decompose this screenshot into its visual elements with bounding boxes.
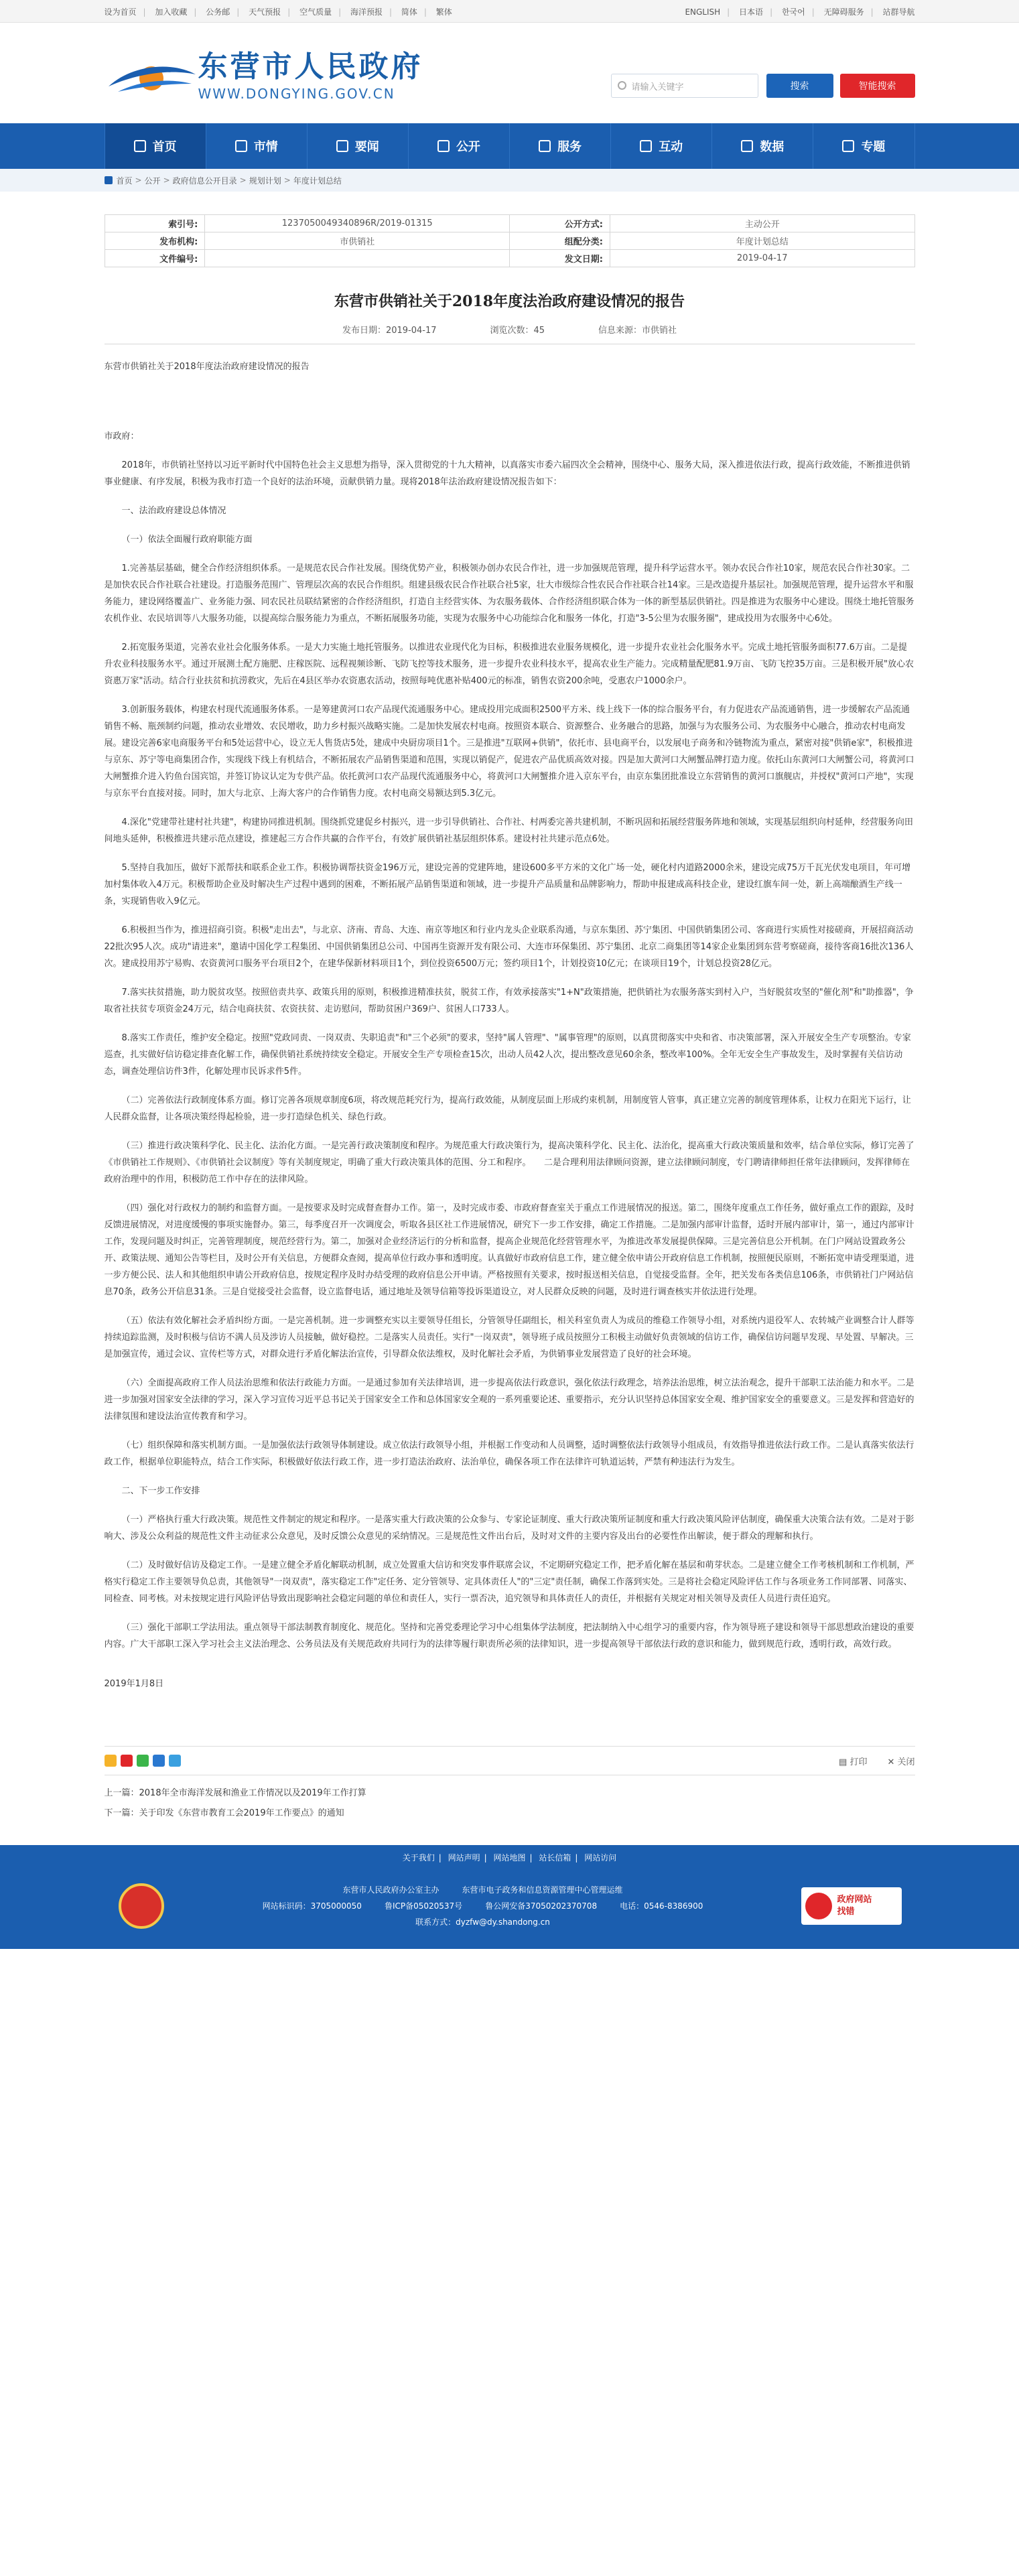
topbar-link-set-home[interactable]: 设为首页 — [104, 7, 137, 17]
close-button[interactable]: ✕ 关闭 — [887, 1757, 915, 1767]
index-label: 索引号: — [105, 215, 205, 232]
top-bar — [0, 0, 1019, 23]
main-nav — [0, 123, 1019, 169]
nav-item-data[interactable]: 数据 — [712, 123, 813, 169]
category-value: 年度计划总结 — [610, 232, 914, 250]
body-paragraph: （六）全面提高政府工作人员法治思维和依法行政能力方面。一是通过参加有关法律培训，进一步提高依法行政意识，强化依法行政理念，培养法治思维，树立法治观念，提升干部职工法治能力和水平。二是进一步加强对国家安全法律的学习，深入学习宣传习近平总书记关于国家安全工作和总体国家安全观的一系列重要论述、重要指示，充分认识坚持总体国家安全观、维护国家安全的重要意义。三是发挥和营造好的法律氛围和建设法治宣传教育和学习。 — [104, 1378, 914, 1422]
view-count: 浏览次数：45 — [490, 326, 545, 336]
topbar-link-korean[interactable]: 한국어 — [781, 7, 805, 17]
body-paragraph: （一）严格执行重大行政决策。规范性文件制定的规定和程序。一是落实重大行政决策的公众参与、专家论证制度、重大行政决策所证制度和重大行政决策风险评估制度，确保重大决策合法有效。二是对于影响大、涉及公众利益的规范性文件主动征求公众意见，及时反馈公众意见的采纳情况。三是规范性文件出台后，及时对文件的主要内容及出台的必要性作出解读，便于群众的理解和执行。 — [104, 1515, 914, 1542]
city-icon — [235, 140, 247, 152]
topbar-link-air[interactable]: 空气质量 — [299, 7, 332, 17]
breadcrumb-public[interactable]: 公开 — [144, 176, 161, 186]
topbar-link-mail[interactable]: 公务邮 — [206, 7, 230, 17]
prev-next — [105, 1783, 915, 1824]
topics-icon — [842, 140, 854, 152]
close-icon: ✕ — [887, 1757, 898, 1767]
topbar-link-site-nav[interactable]: 站群导航 — [882, 7, 915, 17]
footer-link-sitemap[interactable]: 网站地图 — [493, 1853, 526, 1862]
section-heading: 二、下一步工作安排 — [121, 1486, 200, 1496]
topbar-link-english[interactable]: ENGLISH — [685, 7, 721, 17]
news-icon — [336, 140, 348, 152]
paragraph-list — [105, 457, 915, 1653]
topbar-link-favorite[interactable]: 加入收藏 — [155, 7, 188, 17]
sign-date: 2019年1月8日 — [104, 1679, 164, 1689]
info-source: 信息来源：市供销社 — [598, 326, 677, 336]
share-qzone-icon[interactable] — [105, 1755, 117, 1767]
error-report-icon — [805, 1893, 832, 1919]
topbar-link-ocean[interactable]: 海洋预报 — [350, 7, 383, 17]
site-header — [0, 23, 1019, 123]
section-heading: （一）依法全面履行政府职能方面 — [121, 535, 253, 545]
service-icon — [539, 140, 551, 152]
date-label: 发文日期: — [510, 250, 610, 267]
footer-link-statement[interactable]: 网站声明 — [448, 1853, 480, 1862]
nav-item-topics[interactable]: 专题 — [813, 123, 914, 169]
article-tools — [839, 1755, 914, 1767]
site-logo[interactable] — [105, 50, 423, 102]
data-icon — [741, 140, 753, 152]
public-method-label: 公开方式: — [510, 215, 610, 232]
public-icon — [437, 140, 450, 152]
article-summary: 东营市供销社关于2018年度法治政府建设情况的报告 — [104, 362, 310, 372]
body-paragraph: （二）完善依法行政制度体系方面。修订完善各项规章制度6项，将改规范耗究行为，提高行政效能，从制度层面上形成约束机制，用制度管人管事，真正建立完善的制度管理体系，让权力在阳光下运行，让人民群众监督，让各项决策经得起检验，进一步打造绿色机关、绿色行政。 — [104, 1095, 911, 1122]
share-renren-icon[interactable] — [153, 1755, 165, 1767]
body-paragraph: （二）及时做好信访及稳定工作。一是建立健全矛盾化解联动机制，成立处置重大信访和突发事件联席会议，不定期研究稳定工作，把矛盾化解在基层和萌芽状态。二是建立健全工作考核机制和工作机制，严格实行稳定工作主要领导负总责，其他领导"一岗双责"，落实稳定工作"定任务、定分管领导、定具体责任人"的"三定"责任制，确保工作落到实处。三是将社会稳定风险评估工作与各项业务工作同部署、同落实、同检查、同考核。对未按规定进行风险评估导致出现影响社会稳定问题的单位和责任人，实行一票否决，追究领导和具体责任人的责任，并根据有关规定对相关领导及责任人员进行责任追究。 — [104, 1560, 914, 1604]
nav-item-service[interactable]: 服务 — [510, 123, 611, 169]
error-box-line1: 政府网站 — [837, 1895, 872, 1905]
share-wechat-icon[interactable] — [137, 1755, 149, 1767]
print-button[interactable]: ▤ 打印 — [839, 1757, 868, 1767]
doc-no-value — [205, 250, 510, 267]
breadcrumb-catalog[interactable]: 政府信息公开目录 — [172, 176, 237, 186]
nav-item-home[interactable]: 首页 — [105, 123, 206, 169]
body-paragraph: 8.落实工作责任，维护安全稳定。按照"党政同责、一岗双责、失职追责"和"三个必须"的要求，坚持"属人管理"、"属事管理"的原则，以真贯彻落实中央和省、市决策部署，深入开展安全生产专项整治。专家巡查，扎实做好信访稳定排查化解工作，确保供销社系统持续安全稳定。开展安全生产专项检查15次，出动人员42人次，提出整改意见60余条，整改率100%。全年无安全生产事故发生，及时掌握有关信访动态，调查处理信访件3件，化解处理市民诉求件5件。 — [104, 1033, 911, 1077]
breadcrumb-bar — [0, 169, 1019, 192]
footer-link-about[interactable]: 关于我们 — [402, 1853, 435, 1862]
topbar-link-weather[interactable]: 天气预报 — [249, 7, 281, 17]
doc-no-label: 文件编号: — [105, 250, 205, 267]
nav-item-city-info[interactable]: 市情 — [206, 123, 308, 169]
next-article-link[interactable]: 下一篇：关于印发《东营市教育工会2019年工作要点》的通知 — [104, 1808, 344, 1818]
interaction-icon — [640, 140, 652, 152]
article-body — [105, 428, 915, 1692]
index-value: 1237050049340896R/2019-01315 — [205, 215, 510, 232]
footer-email: 联系方式：dyzfw@dy.shandong.cn — [415, 1917, 550, 1927]
footer-link-visits[interactable]: 网站访问 — [584, 1853, 617, 1862]
category-label: 组配分类: — [510, 232, 610, 250]
breadcrumb-plans[interactable]: 规划计划 — [249, 176, 281, 186]
topbar-right-links: ENGLISH | 日本语 | 한국어 | 无障碍服务 | 站群导航 — [685, 7, 915, 17]
site-title: 东营市人民政府 — [198, 50, 423, 84]
footer-links: 关于我们 | 网站声明 | 网站地图 | 站长信箱 | 网站访问 — [402, 1853, 617, 1862]
date-value: 2019-04-17 — [610, 250, 914, 267]
content-container — [105, 214, 915, 1824]
prev-article-link[interactable]: 上一篇：2018年全市海洋发展和渔业工作情况以及2019年工作打算 — [104, 1788, 366, 1798]
topbar-link-simplified[interactable]: 简体 — [401, 7, 417, 17]
logo-swoosh-icon — [105, 52, 198, 100]
share-weibo-icon[interactable] — [121, 1755, 133, 1767]
footer-info — [178, 1882, 788, 1930]
home-small-icon — [105, 176, 113, 184]
publish-date: 发布日期：2019-04-17 — [342, 326, 437, 336]
search-placeholder: 请输入关键字 — [631, 82, 684, 92]
breadcrumb-annual[interactable]: 年度计划总结 — [293, 176, 342, 186]
search-button[interactable]: 搜索 — [766, 74, 833, 98]
body-paragraph: （五）依法有效化解社会矛盾纠纷方面。一是完善机制。进一步调整充实以主要领导任组长，分管领导任副组长，相关科室负责人为成员的维稳工作领导小组，对系统内退役军人、农转城产业调整合计人群等持续追踪监测，及时积极与信访不满人员及涉访人员接触，做好稳控。二是落实人员责任。实行"一岗双责"，领导班子成员按照分工积极主动做好负责领域的信访工作，确保信访问题早发现、早处置、早解决。三是加强宣传，通过会议、宣传栏等方式，对群众进行矛盾化解法治宣传，引导群众依法维权，及时化解社会矛盾，为供销事业发展营造了良好的社会环境。 — [104, 1316, 914, 1359]
body-paragraph: 1.完善基层基础，健全合作经济组织体系。一是规范农民合作社发展。围绕优势产业，积极领办创办农民合作社，进一步加强规范管理，提升科学运营水平。领办农民合作社10家，规范农民合作社30家。二是加快农民合作社联合社建设。打造服务范围广、管理层次高的农民合作组织。组建县级农民合作社联合社5家，壮大市级综合性农民合作社联合社14家。三是改造提升基层社。加强规范管理，提升运营水平和服务能力，建设网络覆盖广、业务能力强、同农民社员联结紧密的合作经济组织，打造自主经营实体、为农服务载体、合作经济组织联合体为一体的新型基层供销社。四是推进为农服务中心建设。围绕土地托管服务农机作业、农民培训等八大服务功能，以提高综合服务能力为重点，不断拓展服务功能，实现为农服务中心功能综合化和服务一体化，打造"3-5公里为农服务圈"，建成投用为农服务中心6处。 — [104, 563, 914, 624]
error-box-line2: 找错 — [837, 1907, 855, 1917]
salutation: 市政府： — [104, 431, 139, 442]
body-paragraph: （三）推进行政决策科学化、民主化、法治化方面。一是完善行政决策制度和程序。为规范重大行政决策行为，提高决策科学化、民主化、法治化，提高重大行政决策质量和效率，结合单位实际，修订完善了《市供销社工作规则》、《市供销社会议制度》等有关制度规定，明确了重大行政决策具体的范围、分工和程序。 二是合理利用法律顾问资源，建立法律顾问制度，专门聘请律师担任常年法律顾问，发挥律师在政府治理中的作用，积极防范工作中存在的法律风险。 — [104, 1141, 914, 1184]
footer-icp: 鲁ICP备05020537号 — [384, 1901, 463, 1911]
footer-police: 鲁公网安备37050202370708 — [485, 1901, 598, 1911]
issuer-value: 市供销社 — [205, 232, 510, 250]
nav-item-interaction[interactable]: 互动 — [611, 123, 712, 169]
search-area — [611, 74, 915, 98]
body-paragraph: （三）强化干部职工学法用法。重点领导干部法制教育制度化、规范化。坚持和完善党委理论学习中心组集体学法制度，把法制纳入中心组学习的重要内容，作为领导班子建设和领导干部思想政治建设的重要内容。广大干部职工深入学习社会主义法治理念、公务员法及有关规范政府共同行为的法律等履行职责所必须的法律知识，进一步提高领导干部依法行政的意识和能力，做到规范行政，透明行政，高效行政。 — [104, 1623, 914, 1649]
footer-site-code: 网站标识码：3705000050 — [262, 1901, 362, 1911]
smart-search-button[interactable]: 智能搜索 — [840, 74, 915, 98]
breadcrumb-home[interactable]: 首页 — [116, 176, 133, 186]
party-gov-badge[interactable] — [105, 1873, 178, 1940]
article-title: 东营市供销社关于2018年度法治政府建设情况的报告 — [334, 293, 685, 310]
topbar-link-accessibility[interactable]: 无障碍服务 — [823, 7, 864, 17]
body-paragraph: （七）组织保障和落实机制方面。一是加强依法行政领导体制建设。成立依法行政领导小组，并根据工作变动和人员调整，适时调整依法行政领导小组成员，有效指导推进依法行政工作。二是认真落实依法行政工作，根据单位职能特点，结合工作实际，积极做好依法行政工作，进一步打造法治政府、法治单位，确保各项工作在法律许可轨道运转，严禁有种违法行为发生。 — [104, 1440, 914, 1467]
share-more-icon[interactable] — [169, 1755, 181, 1767]
topbar-left-links: 设为首页 | 加入收藏 | 公务邮 | 天气预报 | 空气质量 | 海洋预报 | 简体 | 繁体 — [104, 7, 452, 17]
footer-link-mailbox[interactable]: 站长信箱 — [539, 1853, 571, 1862]
body-paragraph: 4.深化"党建带社建村社共建"，构建协同推进机制。围绕抓党建促乡村振兴，进一步引导供销社、合作社、村两委完善共建机制，不断巩固和拓展经营服务阵地和领域，实现基层组织向村延伸，经营服务向田间地头延伸，积极推进共建示范点建设，推建起三方合作共赢的合作平台，有效扩展供销社基层组织体系。建设村社共建示范点6处。 — [104, 817, 913, 844]
share-icons — [105, 1755, 181, 1767]
article-meta — [105, 323, 915, 336]
body-paragraph: 7.落实扶贫措施，助力脱贫攻坚。按照倍责共享、政策兵用的原则，积极推进精准扶贫，脱贫工作，有效承接落实"1+N"政策措施，把供销社为农服务落实到村入户，当好脱贫攻坚的"催化剂"和"助推器"，争取省社扶贫专项资金24万元，结合电商扶贫、农资扶贫、走访慰问，帮助贫困户369户、贫困人口733人。 — [104, 988, 914, 1014]
body-paragraph: 2.拓宽服务渠道，完善农业社会化服务体系。一是大力实施土地托管服务。以推进农业现代化为目标，积极推进农业服务规模化，进一步提升农业社会化服务水平。完成土地托管服务面积77.6万亩。二是提升农业科技服务水平。通过开展测土配方施肥、庄稼医院、远程视频诊断、飞防飞控等技术服务，进一步提升农业科技水平，提高农业生产能力。完成精量配肥81.9万亩、飞防飞控35万亩。三是积极开展"放心农资惠万家"活动。结合行业扶贫和抗涝救灾，先后在4县区举办农资惠农活动，按照每吨优惠补贴400元的标准，销售农资200余吨，受惠农户1000余户。 — [104, 642, 914, 686]
topbar-link-japanese[interactable]: 日本语 — [739, 7, 764, 17]
nav-item-news[interactable]: 要闻 — [308, 123, 409, 169]
doc-meta-table — [105, 214, 915, 267]
site-domain: WWW.DONGYING.GOV.CN — [198, 86, 395, 102]
search-icon — [618, 81, 626, 90]
body-paragraph: 3.创新服务载体，构建农村现代流通服务体系。一是筹建黄河口农产品现代流通服务中心。建成投用完成面积2500平方米、线上线下一体的综合服务平台，有力促进农产品流通销售，进一步缓解农产品流通销售不畅、瓶颈制约问题，推动农业增效、农民增收，助力乡村振兴战略实施。二是加快发展农村电商。按照资本联合、资源整合、业务融合的思路，加强与为农服务公司、为农服务中心融合，推动农村电商发展。建设完善6家电商服务平台和5处运营中心，设立无人售货店5处，建成中央厨房项目1个。三是推进"互联网+供销"，依托市、县电商平台，以发展电子商务和冷链物流为重点，紧密对接"供销e家"，积极推进与京东、苏宁等电商集团合作，实现线下线上有机结合，不断拓展农产品销售渠道和范围，实现以销促产，促进农产品优质高效对接。四是加大黄河口大闸蟹品牌打造力度。依托山东黄河口大闸蟹公司，将黄河口大闸蟹推介进入钓鱼台国宾馆，并签订协议认定为专供产品。依托黄河口农产品现代流通服务中心，将黄河口大闸蟹推介进入京东平台，由京东集团批准设立东营销售的黄河口旗舰店，并授权"黄河口产地"，实现与京东平台直接对接。同时，加大与北京、上海大客户的合作销售力度。农村电商交易额达到5.3亿元。 — [104, 705, 914, 799]
site-footer — [0, 1845, 1019, 1949]
body-paragraph: 2018年，市供销社坚持以习近平新时代中国特色社会主义思想为指导，深入贯彻党的十九大精神，以真落实市委六届四次全会精神，围绕中心、服务大局，深入推进依法行政，提高行政效能，不断推进供销事业健康、有序发展，积极为我市打造一个良好的法治环境，贡献供销力量。现将2018年法治政府建设情况报告如下： — [104, 460, 910, 487]
body-paragraph: 5.坚持自我加压，做好下派帮扶和联系企业工作。积极协调帮扶资金196万元，建设完善的党建阵地，建设600多平方米的文化广场一处，硬化村内道路2000余米，建设完成75万千瓦光伏发电项目，年可增加村集体收入4万元。积极帮助企业及时解决生产过程中遇到的困难，不断拓展产品销售渠道和领域，进一步提升产品质量和品牌影响力，帮助申报建成高科技企业，建设红旗车间一处，新上高端酿酒生产线一条，实现销售收入9亿元。 — [104, 863, 911, 906]
search-input[interactable] — [611, 74, 758, 98]
topbar-link-traditional[interactable]: 繁体 — [435, 7, 452, 17]
report-error-box[interactable] — [801, 1887, 902, 1925]
issuer-label: 发布机构: — [105, 232, 205, 250]
body-paragraph: （四）强化对行政权力的制约和监督方面。一是按要求及时完成督查督办工作。第一，及时完成市委、市政府督查室关于重点工作进展情况的报送。第二，围绕年度重点工作任务，做好重点工作的跟踪，及时反馈进展情况，对进度缓慢的事项实施督办。第三，每季度召开一次调度会，听取各县区社工作进展情况，研究下一步工作安排，确定工作措施。二是加强内部审计监督，适时开展内部审计，第一，通过内部审计工作，发现问题及时纠正，完善管理制度，规范经营行为。第二，加强对企业经济运行的分析和监督，提高企业规范化经营管理水平，为推进改革发展提供保障。三是完善信息公开机制。在门户网站设置政务公开、政策法规、通知公告等栏目，及时公开有关信息，方便群众查阅，提高单位行政办事和透明度。认真做好市政府信息工作，建立健全依申请公开政府信息工作机制，按照便民原则，不断拓宽申请受理渠道，进一步方便公民、法人和其他组织申请公开政府信息，按规定程序及时办结受理的政府信息公开申请。严格按照有关要求，按时报送相关信息，自觉接受监督。全年，把关发布各类信息106条，市供销社门户网站信息70条，政务公开信息31条。三是自觉接受社会监督，设立监督电话，通过地址及领导信箱等投诉渠道设立，对人民群众反映的问题，及时进行调查核实并依法进行处理。 — [104, 1203, 914, 1297]
share-bar — [105, 1746, 915, 1775]
section-heading: 一、法治政府建设总体情况 — [121, 506, 226, 516]
footer-sponsor: 东营市人民政府办公室主办 — [342, 1885, 439, 1895]
breadcrumb: 首页 > 公开 > 政府信息公开目录 > 规划计划 > 年度计划总结 — [105, 169, 915, 192]
nav-item-public[interactable]: 公开 — [409, 123, 510, 169]
footer-phone: 电话：0546-8386900 — [620, 1901, 703, 1911]
footer-organizer: 东营市电子政务和信息资源管理中心管理运维 — [462, 1885, 623, 1895]
body-paragraph: 6.积极担当作为，推进招商引资。积极"走出去"，与北京、济南、青岛、大连、南京等地区和行业内龙头企业联系沟通，与京东集团、苏宁集团、中国供销集团公司、客商进行实质性对接磋商，开展招商活动22批次95人次。成功"请进来"，邀请中国化学工程集团、中国供销集团总公司、中国再生资源开发有限公司、大连市环保集团、苏宁集团、北京二商集团等14家企业集团到东营考察磋商，接待客商16批次136人次。建成投用苏宁易购、农资黄河口服务平台项目2个，在建华保新材料项目1个，到位投资6500万元；签约项目1个，计划投资10亿元；在谈项目19个，计划总投资28亿元。 — [104, 925, 914, 969]
emblem-icon — [119, 1883, 164, 1929]
public-method-value: 主动公开 — [610, 215, 914, 232]
print-icon: ▤ — [839, 1757, 850, 1767]
home-icon — [134, 140, 146, 152]
